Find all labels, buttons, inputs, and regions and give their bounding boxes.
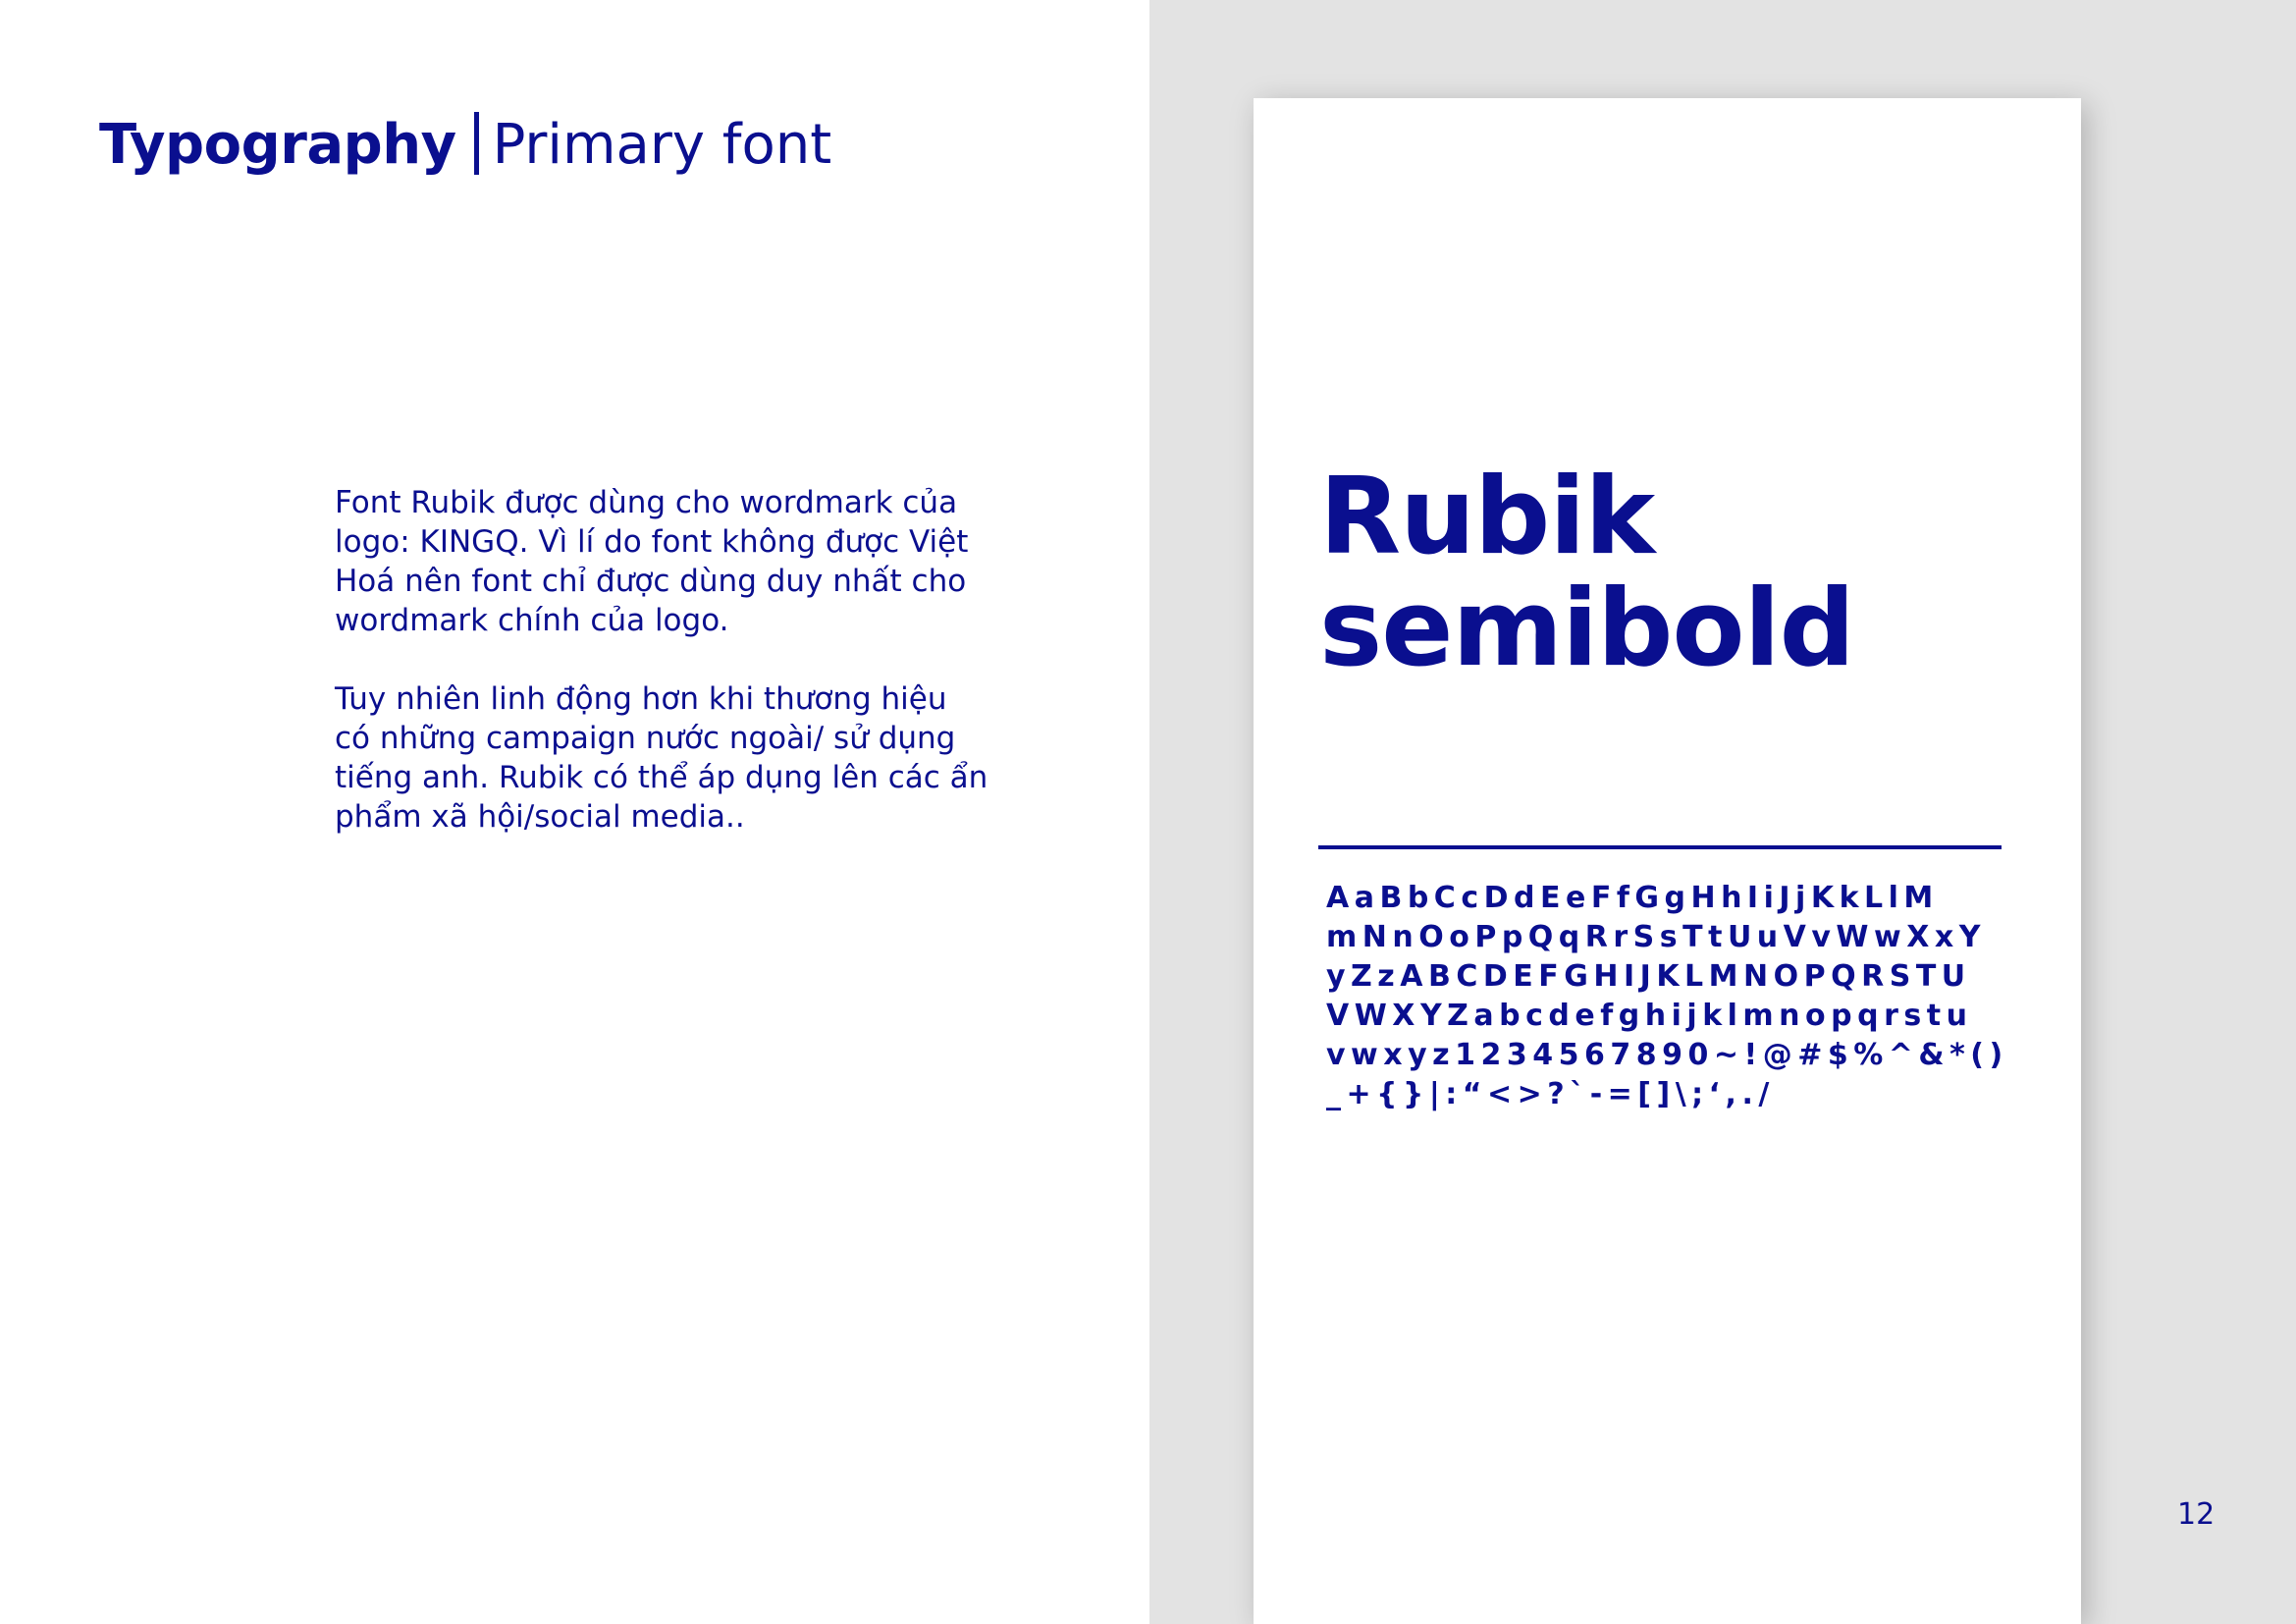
font-specimen-card	[1254, 98, 2081, 1624]
glyph-line-2: mNnOoPpQqRrSsTtUuVvWwXxY	[1326, 920, 1986, 954]
glyph-line-3: yZzABCDEFGHIJKLMNOPQRSTU	[1326, 959, 1971, 994]
description-paragraph-2: Tuy nhiên linh động hơn khi thương hiệu có những campaign nước ngoài/ sử dụng tiếng anh. Rubik có thể áp dụng lên các ẩn phẩm xã hội/social media..	[335, 681, 988, 835]
description-text	[335, 483, 1022, 837]
page-title: Typography	[99, 113, 456, 177]
page-header	[99, 106, 831, 185]
header-divider	[474, 112, 479, 175]
specimen-divider	[1318, 845, 2002, 849]
glyph-line-6: _+{}|:“<>?`-=[]\;‘,./	[1326, 1077, 1775, 1111]
font-name-title: Rubik semibold	[1319, 456, 1854, 690]
glyph-line-1: AaBbCcDdEeFfGgHhIiJjKkLlM	[1326, 881, 1939, 915]
description-paragraph-1: Font Rubik được dùng cho wordmark của logo: KINGQ. Vì lí do font không được Việt Hoá nên font chỉ được dùng duy nhất cho wordmark chính của logo.	[335, 485, 969, 638]
glyph-set	[1326, 879, 2013, 1114]
page-subtitle: Primary font	[492, 113, 832, 177]
page-number: 12	[2177, 1497, 2216, 1532]
glyph-line-5: vwxyz1234567890~!@#$%^&*()	[1326, 1038, 2008, 1072]
glyph-line-4: VWXYZabcdefghijklmnopqrstu	[1326, 999, 1973, 1033]
